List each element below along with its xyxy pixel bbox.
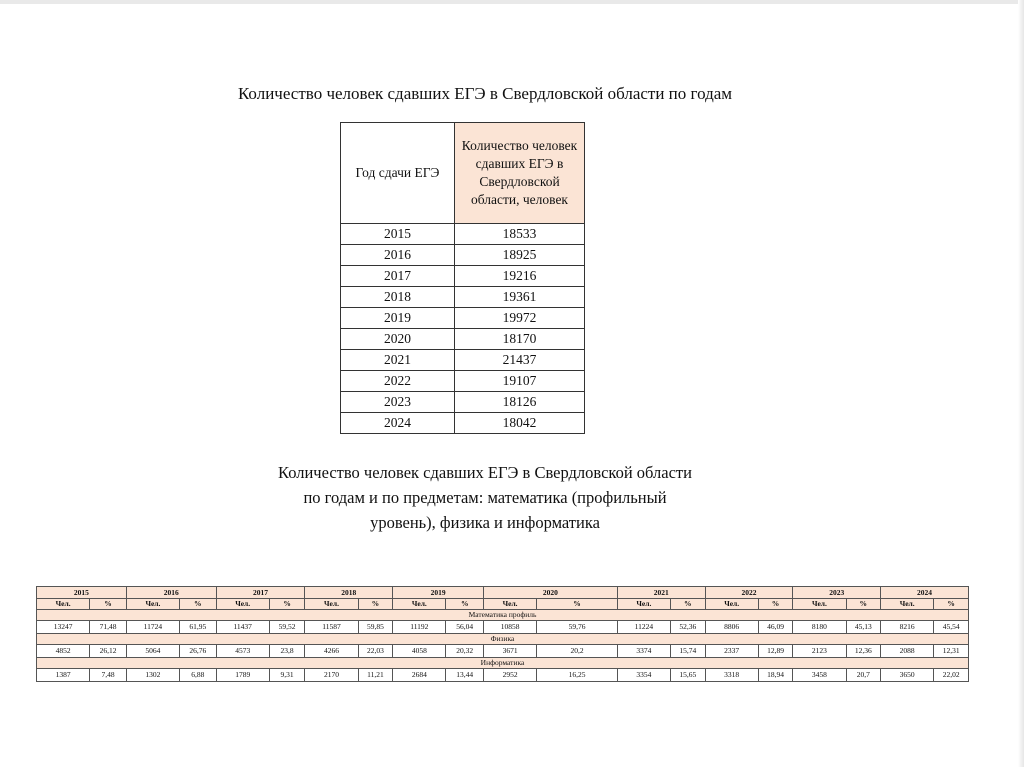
percent-value-cell: 45,54	[934, 621, 969, 634]
count-cell: 19361	[455, 287, 585, 308]
count-cell: 18126	[455, 392, 585, 413]
unit-percent-cell: %	[758, 599, 793, 610]
table-row	[341, 329, 585, 350]
header-count: Количество человек сдавших ЕГЭ в Свердловской области, человек	[455, 123, 585, 224]
unit-percent-cell: %	[671, 599, 706, 610]
count-cell: 18925	[455, 245, 585, 266]
percent-value-cell: 12,31	[934, 645, 969, 658]
people-value-cell: 10858	[483, 621, 536, 634]
percent-value-cell: 6,88	[180, 669, 217, 682]
subject-row	[37, 610, 969, 621]
percent-value-cell: 20,32	[446, 645, 484, 658]
year-header-cell: 2015	[37, 587, 127, 599]
years-table	[340, 122, 585, 434]
slide-top-edge	[0, 0, 1024, 4]
percent-value-cell: 12,36	[846, 645, 881, 658]
year-header-row	[37, 587, 969, 599]
unit-percent-cell: %	[446, 599, 484, 610]
unit-people-cell: Чел.	[393, 599, 446, 610]
count-cell: 18170	[455, 329, 585, 350]
year-header-cell: 2019	[393, 587, 484, 599]
percent-value-cell: 59,52	[269, 621, 305, 634]
unit-percent-cell: %	[537, 599, 618, 610]
unit-people-cell: Чел.	[617, 599, 670, 610]
percent-value-cell: 59,76	[537, 621, 618, 634]
table-row	[341, 224, 585, 245]
percent-value-cell: 45,13	[846, 621, 881, 634]
unit-people-cell: Чел.	[126, 599, 179, 610]
percent-value-cell: 11,21	[358, 669, 393, 682]
unit-percent-cell: %	[269, 599, 305, 610]
subjects-title: Количество человек сдавших ЕГЭ в Свердловской области по годам и по предметам: математика (профильный уровень), физика и информатика	[278, 463, 692, 532]
table-row	[37, 669, 969, 682]
people-value-cell: 3671	[483, 645, 536, 658]
year-header-cell: 2016	[126, 587, 216, 599]
people-value-cell: 11724	[126, 621, 179, 634]
people-value-cell: 1302	[126, 669, 179, 682]
table-row	[37, 621, 969, 634]
people-value-cell: 5064	[126, 645, 179, 658]
percent-value-cell: 20,7	[846, 669, 881, 682]
unit-people-cell: Чел.	[37, 599, 90, 610]
percent-value-cell: 9,31	[269, 669, 305, 682]
main-title: Количество человек сдавших ЕГЭ в Свердловской области по годам	[237, 84, 733, 103]
table-row	[341, 287, 585, 308]
people-value-cell: 4573	[216, 645, 269, 658]
slide-right-edge	[1018, 0, 1024, 767]
people-value-cell: 2952	[483, 669, 536, 682]
table-row	[341, 413, 585, 434]
years-table-header	[341, 123, 585, 224]
subjects-table-body	[37, 587, 969, 682]
year-cell: 2019	[341, 308, 455, 329]
people-value-cell: 2170	[305, 669, 358, 682]
unit-percent-cell: %	[180, 599, 217, 610]
unit-people-cell: Чел.	[216, 599, 269, 610]
count-cell: 19107	[455, 371, 585, 392]
table-row	[341, 245, 585, 266]
year-cell: 2017	[341, 266, 455, 287]
people-value-cell: 3318	[705, 669, 758, 682]
percent-value-cell: 23,8	[269, 645, 305, 658]
years-table-body	[341, 224, 585, 434]
percent-value-cell: 26,76	[180, 645, 217, 658]
year-cell: 2020	[341, 329, 455, 350]
subject-row	[37, 634, 969, 645]
year-cell: 2016	[341, 245, 455, 266]
unit-percent-cell: %	[934, 599, 969, 610]
people-value-cell: 1789	[216, 669, 269, 682]
year-cell: 2015	[341, 224, 455, 245]
percent-value-cell: 46,09	[758, 621, 793, 634]
count-cell: 19972	[455, 308, 585, 329]
people-value-cell: 11437	[216, 621, 269, 634]
percent-value-cell: 22,02	[934, 669, 969, 682]
percent-value-cell: 22,03	[358, 645, 393, 658]
year-header-cell: 2022	[705, 587, 793, 599]
year-cell: 2021	[341, 350, 455, 371]
percent-value-cell: 16,25	[537, 669, 618, 682]
percent-value-cell: 59,85	[358, 621, 393, 634]
table-row	[341, 266, 585, 287]
unit-percent-cell: %	[846, 599, 881, 610]
year-cell: 2024	[341, 413, 455, 434]
table-row	[37, 645, 969, 658]
unit-percent-cell: %	[358, 599, 393, 610]
people-value-cell: 4852	[37, 645, 90, 658]
unit-percent-cell: %	[90, 599, 127, 610]
percent-value-cell: 7,48	[90, 669, 127, 682]
percent-value-cell: 71,48	[90, 621, 127, 634]
header-year: Год сдачи ЕГЭ	[341, 123, 455, 224]
people-value-cell: 13247	[37, 621, 90, 634]
year-header-cell: 2020	[483, 587, 617, 599]
count-cell: 18533	[455, 224, 585, 245]
people-value-cell: 1387	[37, 669, 90, 682]
people-value-cell: 11224	[617, 621, 670, 634]
table-row	[341, 371, 585, 392]
percent-value-cell: 61,95	[180, 621, 217, 634]
year-header-cell: 2024	[881, 587, 969, 599]
people-value-cell: 2088	[881, 645, 934, 658]
percent-value-cell: 15,74	[671, 645, 706, 658]
table-row	[341, 308, 585, 329]
year-header-cell: 2018	[305, 587, 393, 599]
year-header-cell: 2021	[617, 587, 705, 599]
subject-name-cell: Математика профиль	[37, 610, 969, 621]
people-value-cell: 4058	[393, 645, 446, 658]
people-value-cell: 4266	[305, 645, 358, 658]
unit-header-row	[37, 599, 969, 610]
people-value-cell: 11587	[305, 621, 358, 634]
year-cell: 2018	[341, 287, 455, 308]
count-cell: 18042	[455, 413, 585, 434]
people-value-cell: 8806	[705, 621, 758, 634]
percent-value-cell: 18,94	[758, 669, 793, 682]
people-value-cell: 2123	[793, 645, 846, 658]
percent-value-cell: 56,04	[446, 621, 484, 634]
percent-value-cell: 12,89	[758, 645, 793, 658]
unit-people-cell: Чел.	[881, 599, 934, 610]
percent-value-cell: 20,2	[537, 645, 618, 658]
subject-name-cell: Физика	[37, 634, 969, 645]
subject-row	[37, 658, 969, 669]
unit-people-cell: Чел.	[793, 599, 846, 610]
count-cell: 19216	[455, 266, 585, 287]
people-value-cell: 3458	[793, 669, 846, 682]
people-value-cell: 3374	[617, 645, 670, 658]
unit-people-cell: Чел.	[705, 599, 758, 610]
percent-value-cell: 15,65	[671, 669, 706, 682]
people-value-cell: 2337	[705, 645, 758, 658]
people-value-cell: 2684	[393, 669, 446, 682]
year-cell: 2023	[341, 392, 455, 413]
percent-value-cell: 13,44	[446, 669, 484, 682]
table-row	[341, 350, 585, 371]
people-value-cell: 8180	[793, 621, 846, 634]
unit-people-cell: Чел.	[305, 599, 358, 610]
subjects-table	[36, 586, 969, 682]
subject-name-cell: Информатика	[37, 658, 969, 669]
year-header-cell: 2017	[216, 587, 305, 599]
people-value-cell: 3650	[881, 669, 934, 682]
year-cell: 2022	[341, 371, 455, 392]
people-value-cell: 8216	[881, 621, 934, 634]
people-value-cell: 11192	[393, 621, 446, 634]
unit-people-cell: Чел.	[483, 599, 536, 610]
count-cell: 21437	[455, 350, 585, 371]
percent-value-cell: 52,36	[671, 621, 706, 634]
year-header-cell: 2023	[793, 587, 881, 599]
percent-value-cell: 26,12	[90, 645, 127, 658]
table-row	[341, 392, 585, 413]
people-value-cell: 3354	[617, 669, 670, 682]
